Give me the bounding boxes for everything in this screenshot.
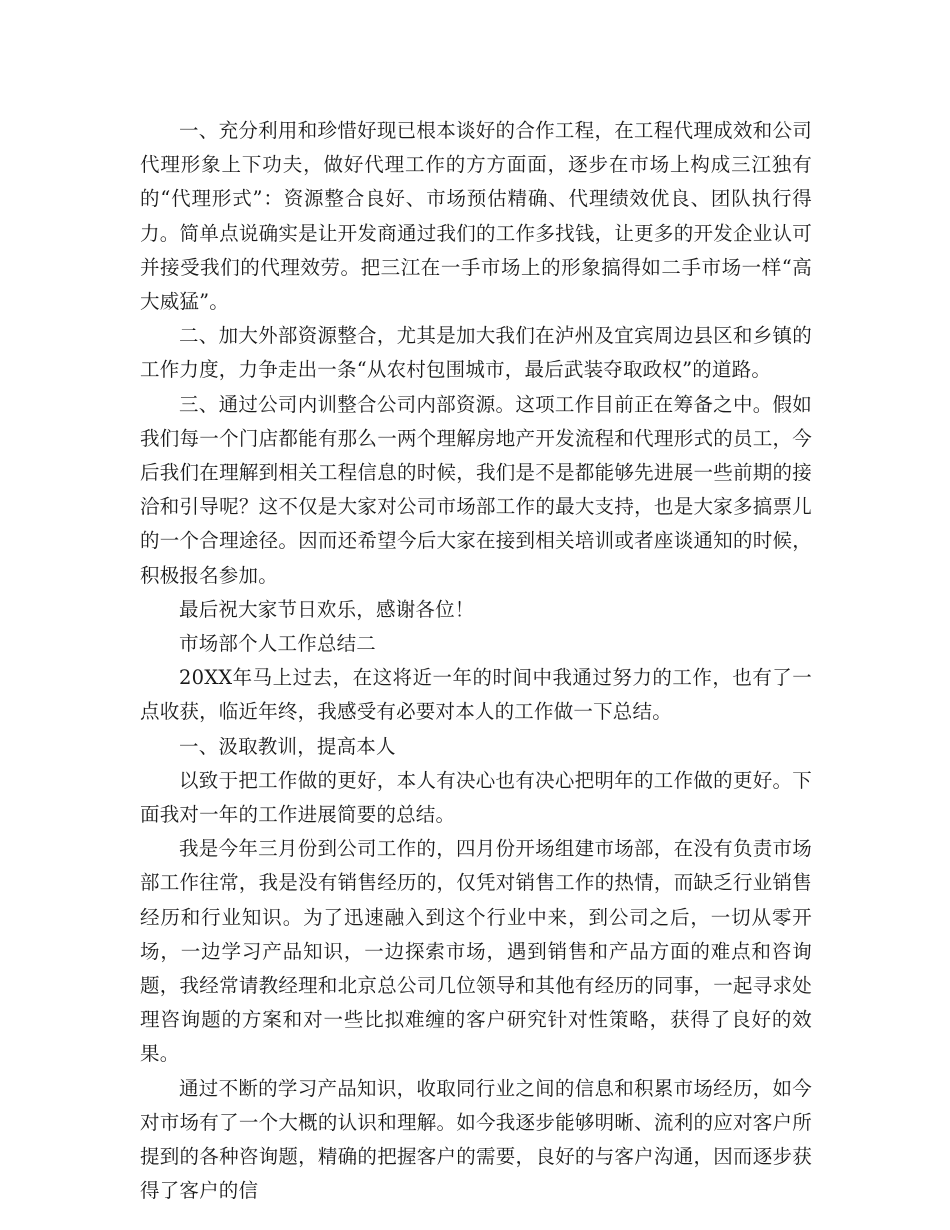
paragraph-1: 一、充分利用和珍惜好现已根本谈好的合作工程，在工程代理成效和公司代理形象上下功夫，做好代理工作的方方面面，逐步在市场上构成三江独有的“代理形式”：资源整合良好、市场预估精确、代理绩效优良、团队执行得力。简单点说确实是让开发商通过我们的工作多找钱，让更多的开发企业认可并接受我们的代理效劳。把三江在一手市场上的形象搞得如二手市场一样“高大威猛”。 xyxy=(140,119,812,314)
paragraph-9: 我是今年三月份到公司工作的，四月份开场组建市场部，在没有负责市场部工作往常，我是没有销售经历的，仅凭对销售工作的热情，而缺乏行业销售经历和行业知识。为了迅速融入到这个行业中来，到公司之后，一切从零开场，一边学习产品知识，一边探索市场，遇到销售和产品方面的难点和咨询题，我经常请教经理和北京总公司几位领导和其他有经历的同事，一起寻求处理咨询题的方案和对一些比拟难缠的客户研究针对性策略，获得了良好的效果。 xyxy=(140,837,812,1066)
paragraph-4: 最后祝大家节日欢乐，感谢各位！ xyxy=(179,597,475,621)
section-heading: 市场部个人工作总结二 xyxy=(179,632,377,656)
paragraph-6: 20XX年马上过去，在这将近一年的时间中我通过努力的工作，也有了一点收获，临近年终，我感受有必要对本人的工作做一下总结。 xyxy=(140,666,812,724)
paragraph-3: 三、通过公司内训整合公司内部资源。这项工作目前正在筹备之中。假如我们每一个门店都能有那么一两个理解房地产开发流程和代理形式的员工，今后我们在理解到相关工程信息的时候，我们是不是都能够先进展一些前期的接洽和引导呢？这不仅是大家对公司市场部工作的最大支持，也是大家多搞票儿的一个合理途径。因而还希望今后大家在接到相关培训或者座谈通知的时候，积极报名参加。 xyxy=(140,392,812,587)
paragraph-2: 二、加大外部资源整合，尤其是加大我们在泸州及宜宾周边县区和乡镇的工作力度，力争走出一条“从农村包围城市，最后武装夺取政权”的道路。 xyxy=(140,324,812,382)
paragraph-8: 以致于把工作做的更好，本人有决心也有决心把明年的工作做的更好。下面我对一年的工作进展简要的总结。 xyxy=(140,768,812,827)
subheading: 一、汲取教训，提高本人 xyxy=(179,734,396,758)
document-body xyxy=(140,114,812,1209)
paragraph-10: 通过不断的学习产品知识，收取同行业之间的信息和积累市场经历，如今对市场有了一个大概的认识和理解。如今我逐步能够明晰、流利的应对客户所提到的各种咨询题，精确的把握客户的需要，良好的与客户沟通，因而逐步获得了客户的信 xyxy=(140,1076,812,1203)
